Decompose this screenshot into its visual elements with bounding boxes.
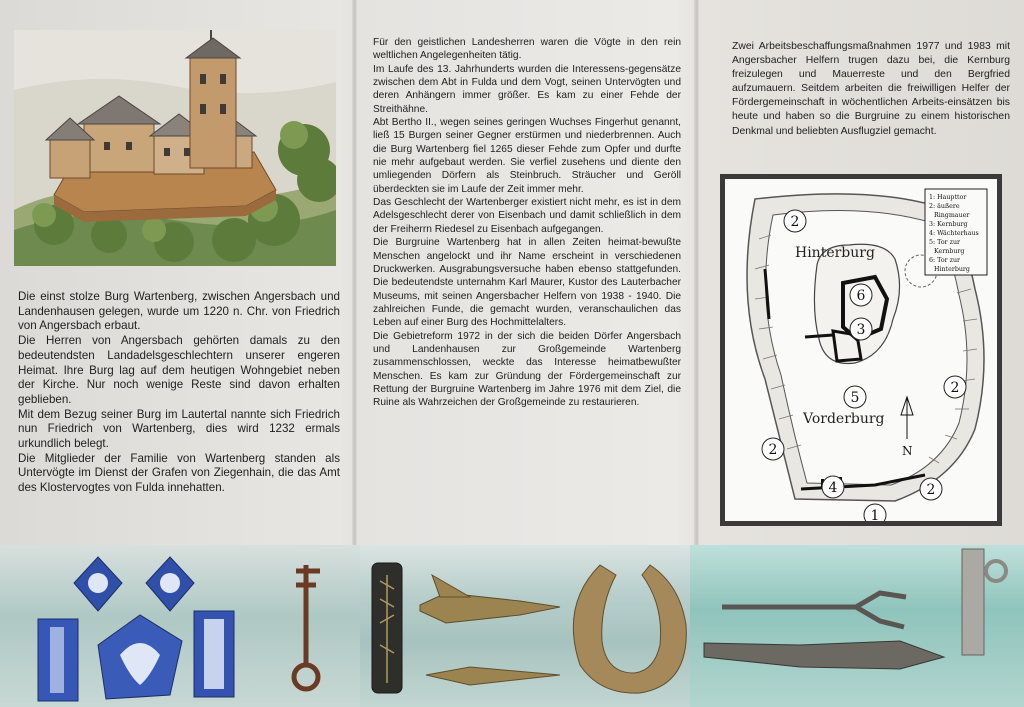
marker-4: 4 <box>828 480 838 496</box>
marker-2: 2 <box>790 214 800 230</box>
panel-left-text <box>18 290 340 496</box>
panel-middle-text <box>373 36 681 410</box>
paragraph: Die Gebietreform 1972 in der sich die beiden Dörfer Angersbach und Landenhausen zur Großgemeinde Wartenberg zusammenschlossen, weckte das Interesse heimatbewußter Menschen. Es kam zur Gründung der Fördergemeinschaft zur Rettung der Burgruine Wartenberg im Jahre 1976 mit dem Ziel, die Ruine als Wahrzeichen der Großgemeinde zu restaurieren. <box>373 330 681 409</box>
marker-2: 2 <box>950 380 960 396</box>
paragraph: Die Mitglieder der Familie von Wartenberg standen als Untervögte im Dienst der Grafen von Ziegenhain, die das Amt des Klostervogtes von Fulda innehatten. <box>18 451 340 495</box>
iron-knife <box>704 641 944 669</box>
legend-item: Kernburg <box>934 248 965 255</box>
paragraph: Für den geistlichen Landesherren waren die Vögte in den rein weltlichen Angelegenheiten tätig. <box>373 37 681 62</box>
castle-illustration <box>14 30 336 266</box>
legend-item: 1: Haupttor <box>929 194 967 201</box>
paragraph: Das Geschlecht der Wartenberger existiert nicht mehr, es ist in dem Adelsgeschlecht derer von Eisenbach und damit schließlich in dem der Freiherrn Riedesel zu Eisenbach aufgegangen. <box>373 197 681 235</box>
iron-key <box>294 565 320 689</box>
marker-1: 1 <box>870 508 880 521</box>
artifacts-photo <box>0 545 1024 707</box>
carved-bone-plaque <box>372 563 402 693</box>
paragraph: Die einst stolze Burg Wartenberg, zwischen Angersbach und Landenhausen gelegen, wurde um 1220 n. Chr. von Friedrich von Angersbach erbaut. <box>18 290 340 333</box>
marker-5: 5 <box>850 390 860 406</box>
north-label: N <box>902 444 913 458</box>
marker-2: 2 <box>768 442 778 458</box>
marker-3: 3 <box>856 322 866 338</box>
paragraph: Mit dem Bezug seiner Burg im Lautertal nannte sich Friedrich nun Friedrich von Wartenberg, dies wird 1232 ermals urkundlich belegt. <box>18 407 340 451</box>
legend-item: 2: äußere <box>929 203 960 210</box>
legend-item: 3: Kernburg <box>929 221 968 228</box>
blue-glazed-tiles <box>38 557 234 701</box>
legend-item: 4: Wächterhaus <box>929 230 979 237</box>
paragraph: Abt Bertho II., wegen seines geringen Wuchses Fingerhut genannt, ließ 15 Burgen seiner Gegner erstürmen und niederbrennen. Auch die Burg Wartenberg fiel 1265 dieser Fehde zum Opfer und durfte nie mehr aufgebaut werden. Sie verfiel zusehens und diente den umliegenden Dörfern als Steinbruch. Sträucher und Geröll überdeckten sie im Laufe der Zeit immer mehr. <box>373 117 681 195</box>
iron-hinge <box>962 549 1006 655</box>
site-plan-map <box>720 174 1002 526</box>
paragraph: Die Burgruine Wartenberg hat in allen Zeiten heimat-bewußte Menschen angelockt und ihr Name erscheint in verschiedenen Druckwerken. Ausgrabungsversuche haben ebenso stattgefunden. Die bedeutendste unternahm Karl Maurer, Kustor des Lauterbacher Museums, mit seinen Angersbacher Helfern von 1938 - 1940. Die zahlreichen Funde, die gemacht wurden, veranschaulichen das Leben auf einer Burg des Hochmittelalters. <box>373 237 681 329</box>
iron-fork <box>722 593 906 627</box>
legend-item: Hinterburg <box>934 266 970 273</box>
legend-item: 5: Tor zur <box>929 239 961 246</box>
legend-item: 6: Tor zur <box>929 257 961 264</box>
marker-2: 2 <box>926 482 936 498</box>
marker-6: 6 <box>856 288 866 304</box>
legend-item: Ringmauer <box>934 212 970 219</box>
paragraph: Die Herren von Angersbach gehörten damals zu den bedeutendsten Landadelsgeschlechtern unserer engeren Heimat. Ihre Burg lag auf dem heutigen Wohngebiet neben der Kirche. Nur noch wenige Reste sind davon erhalten geblieben. <box>18 334 340 406</box>
paragraph: Im Laufe des 13. Jahrhunderts wurden die Interessens-gegensätze zwischen dem Abt in Fulda und dem Vogt, seinen Untervögten und deren Anhängern immer größer. Es kam zu einer Fehde der Streithähne. <box>373 63 681 115</box>
site-plan-drawing <box>725 179 997 521</box>
area-label-hinterburg: Hinterburg <box>795 245 875 261</box>
area-label-vorderburg: Vorderburg <box>803 411 885 427</box>
paragraph: Zwei Arbeitsbeschaffungsmaßnahmen 1977 und 1983 mit Angersbacher Helfern trugen dazu bei, die Kernburg freizulegen und Mauerreste und den Bergfried aufzumauern. Seitdem arbeiten die freiwilligen Helfer der Fördergemeinschaft in wöchentlichen Arbeits-einsätzen bis heute und haben so die Burgruine zu einem historischen Denkmal und beliebten Ausflugziel gemacht. <box>732 41 1010 137</box>
horseshoe <box>573 565 686 693</box>
panel-right-text <box>732 40 1010 139</box>
arrowheads <box>420 575 560 685</box>
